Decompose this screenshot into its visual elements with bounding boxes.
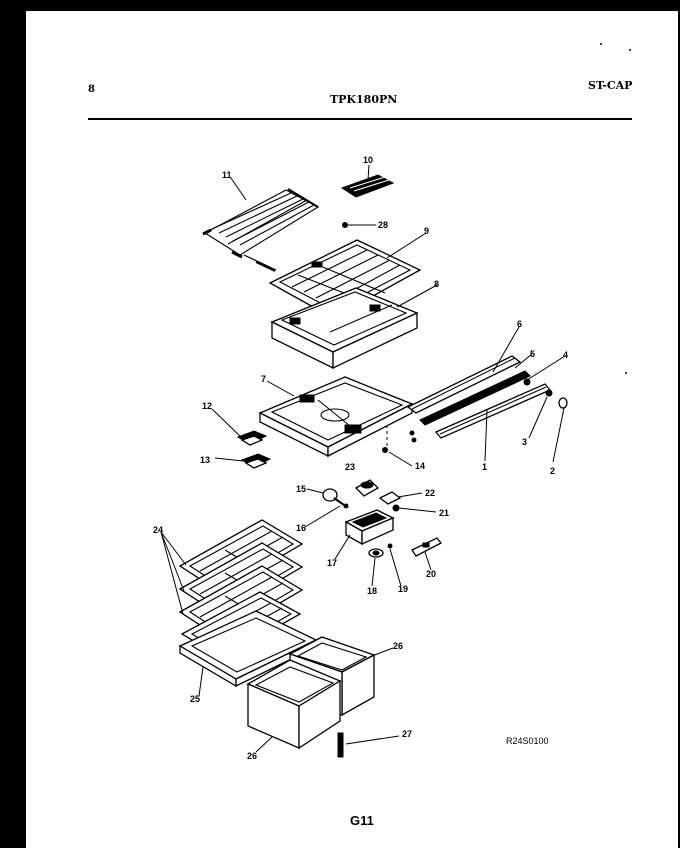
callout-20: 20 xyxy=(426,569,437,579)
callout-23: 23 xyxy=(345,462,356,472)
part-19-screw xyxy=(388,544,392,548)
part-8-cover xyxy=(272,288,417,368)
part-11-wire-shelf xyxy=(203,189,318,271)
callout-27: 27 xyxy=(402,729,413,739)
callout-13: 13 xyxy=(200,455,211,465)
speck xyxy=(629,49,631,51)
part-22-lever xyxy=(380,492,400,504)
callout-28: 28 xyxy=(378,220,389,230)
part-27-pin xyxy=(338,733,343,757)
callout-19: 19 xyxy=(398,584,409,594)
part-16-shaft xyxy=(334,498,348,508)
part-14-screw xyxy=(383,448,388,453)
part-7-tray xyxy=(260,377,412,456)
callout-12: 12 xyxy=(202,401,213,411)
callout-16: 16 xyxy=(296,523,307,533)
callout-14: 14 xyxy=(415,461,426,471)
part-17-housing xyxy=(346,510,393,544)
part-2-clip xyxy=(559,398,567,408)
callout-17: 17 xyxy=(327,558,338,568)
callout-8: 8 xyxy=(434,279,440,289)
callout-15: 15 xyxy=(296,484,307,494)
callout-5: 5 xyxy=(530,349,536,359)
callout-18: 18 xyxy=(367,586,378,596)
part-13-bracket xyxy=(242,454,270,468)
part-23-knob xyxy=(356,480,378,496)
part-21-pivot xyxy=(393,505,399,511)
speck xyxy=(600,43,602,45)
figure-code: R24S0100 xyxy=(506,736,549,746)
callout-3: 3 xyxy=(522,437,528,447)
callout-7: 7 xyxy=(261,374,267,384)
part-3-screw xyxy=(546,390,552,396)
page-letter: 8 xyxy=(88,84,95,95)
callout-22: 22 xyxy=(425,488,436,498)
callout-4: 4 xyxy=(563,350,569,360)
speck xyxy=(625,372,627,374)
page-code: G11 xyxy=(350,813,374,828)
section-code: ST-CAP xyxy=(588,79,633,92)
part-12-bracket xyxy=(238,431,266,445)
part-18-washer xyxy=(369,549,383,557)
callout-21: 21 xyxy=(439,508,450,518)
callout-24: 24 xyxy=(153,525,164,535)
part-28-screw xyxy=(343,223,348,228)
callout-9: 9 xyxy=(424,226,430,236)
callout-11: 11 xyxy=(222,170,232,180)
callout-10: 10 xyxy=(363,155,374,165)
callout-1: 1 xyxy=(482,462,488,472)
part-20-plate xyxy=(412,538,441,556)
callout-26-top: 26 xyxy=(393,641,404,651)
callout-6: 6 xyxy=(517,319,523,329)
callout-2: 2 xyxy=(550,466,556,476)
callout-25: 25 xyxy=(190,694,201,704)
model-number: TPK180PN xyxy=(330,93,398,106)
part-10-grill xyxy=(342,175,393,197)
callout-26-bottom: 26 xyxy=(247,751,258,761)
